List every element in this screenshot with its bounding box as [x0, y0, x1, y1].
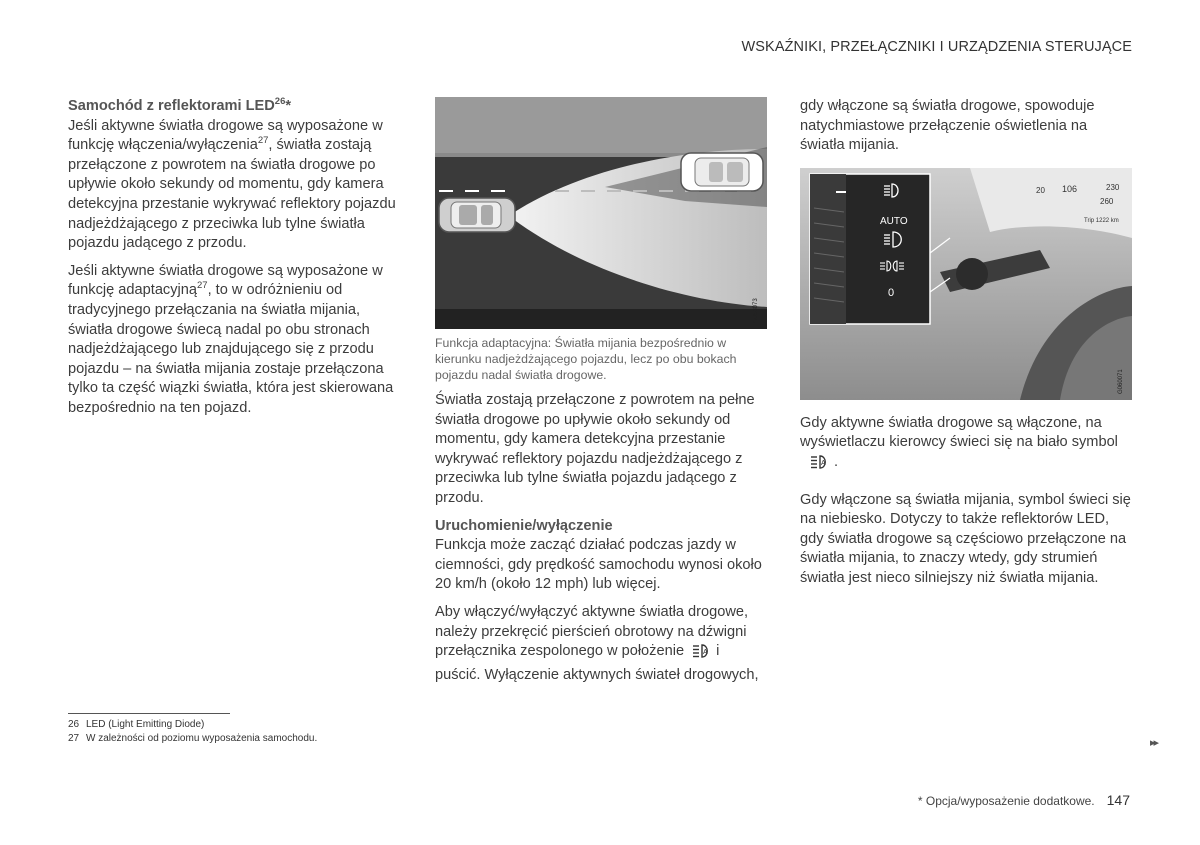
- paragraph: gdy włączone są światła drogowe, spowoduje natychmiastowe przełączenie oświetlenia na światła mijania.: [800, 98, 1095, 154]
- own-car: [439, 198, 515, 232]
- footnote-divider: [68, 713, 230, 714]
- svg-text:A: A: [821, 459, 826, 467]
- svg-text:0: 0: [888, 286, 895, 299]
- paragraph: Gdy włączone są światła mijania, symbol świeci się na niebiesko. Dotyczy to także reflektorów LED, gdy światła drogowe są częściowo przełączone na światła mijania, to znaczy wtedy, gdy strumień światła jest nieco silniejszy niż światła mijania.: [800, 491, 1131, 586]
- column-right: [800, 97, 1132, 597]
- page-footer: [918, 792, 1130, 808]
- svg-text:106: 106: [1062, 183, 1078, 194]
- active-high-beam-icon: [692, 643, 712, 666]
- footnote-27: 27 W zależności od poziomu wyposażenia samochodu.: [68, 733, 318, 744]
- footnote-ref-27: 27: [257, 135, 269, 147]
- option-note: * Opcja/wyposażenie dodatkowe.: [917, 794, 1095, 808]
- paragraph: Jeśli aktywne światła drogowe są wyposażone w funkcję adaptacyjną$^{27}$, to w odróżnieniu od tradycyjnego przełączania na światła mijania, światła drogowe świecą nadal po obu stronach nadjeżdżającego lub znajdującego się z przodu pojazdu – na światła mijania zostaje przełączona tylko ta część wiązki światła, która jest skierowana bezpośrednio na ten pojazd.: [68, 262, 394, 416]
- figure-caption: Funkcja adaptacyjna: Światła mijania bezpośrednio w kierunku nadjeżdżającego pojazdu, lecz po obu bokach pojazdu nadal światła drogowe.: [435, 336, 737, 382]
- svg-text:20: 20: [1036, 185, 1045, 195]
- oncoming-car: [681, 153, 763, 191]
- paragraph: Aby włączyć/wyłączyć aktywne światła drogowe, należy przekręcić pierścień obrotowy na dźwigni przełącznika zespolonego w położenie A i puścić. Wyłączenie aktywnych świateł drogowych,: [435, 603, 759, 683]
- section-heading: Samochód z reflektorami LED$^{26}$*: [68, 96, 292, 114]
- svg-text:230: 230: [1106, 182, 1120, 192]
- footnote-26: 26 LED (Light Emitting Diode): [68, 719, 205, 730]
- figure-id: G060071: [1118, 369, 1124, 394]
- subheading: Uruchomienie/wyłączenie: [435, 517, 613, 534]
- running-header: WSKAŹNIKI, PRZEŁĄCZNIKI I URZĄDZENIA STERUJĄCE: [741, 39, 1132, 55]
- next-page-arrows-icon: ▸▸: [1150, 737, 1158, 749]
- footnote-ref-27: 27: [197, 280, 208, 292]
- column-middle: [435, 97, 767, 693]
- footnotes: [68, 718, 317, 746]
- combination-switch-photo: [800, 168, 1132, 400]
- page-number: 147: [1106, 792, 1130, 808]
- adaptive-beam-illustration: [435, 97, 767, 329]
- paragraph: Funkcja może zacząć działać podczas jazdy w ciemności, gdy prędkość samochodu wynosi około 20 km/h (około 12 mph) lub więcej.: [435, 537, 762, 593]
- active-high-beam-icon: [810, 454, 830, 477]
- svg-text:Trip 1222 km: Trip 1222 km: [1084, 217, 1119, 224]
- svg-text:AUTO: AUTO: [880, 215, 908, 227]
- svg-text:A: A: [703, 649, 708, 657]
- svg-text:260: 260: [1100, 196, 1114, 206]
- paragraph: Gdy aktywne światła drogowe są włączone, na wyświetlaczu kierowcy świeci się na biało symbol A .: [800, 414, 1132, 477]
- paragraph: Światła zostają przełączone z powrotem na pełne światła drogowe po upływie około sekundy od momentu, gdy kamera detekcyjna przestanie wykrywać reflektory pojazdu nadjeżdżającego z przeciwka lub tylne światła pojazdu jadącego z przodu.: [435, 392, 755, 506]
- figure-id: G053073: [753, 298, 759, 323]
- paragraph: Jeśli aktywne światła drogowe są wyposażone w funkcję włączenia/wyłączenia$^{27}$, światła zostają przełączone z powrotem na światła drogowe po upływie około sekundy od momentu, gdy kamera detekcyjna przestanie wykrywać reflektory pojazdu nadjeżdżającego z przeciwka lub tylne światła pojazdu jadącego z przodu.: [68, 117, 396, 252]
- column-left: [68, 97, 398, 427]
- footnote-ref-26: 26: [274, 96, 286, 107]
